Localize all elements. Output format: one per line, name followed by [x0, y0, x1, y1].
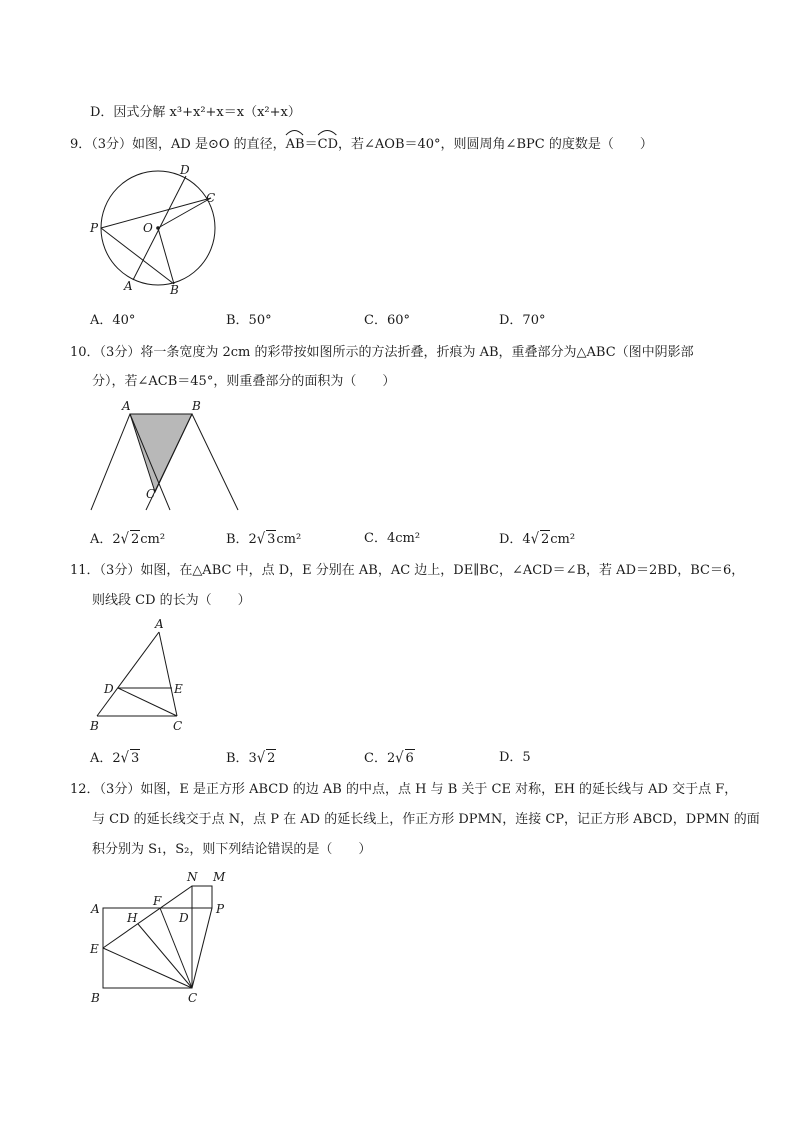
q11-label-d: D	[104, 682, 114, 696]
q11-figure	[88, 616, 198, 736]
q11-option-b: B．3√ 2	[226, 749, 276, 768]
q10-line1: 10．（3分）将一条宽度为 2cm 的彩带按如图所示的方法折叠，折痕为 AB，重叠部分为△ABC（图中阴影部	[70, 345, 694, 360]
q9-option-d: D．70°	[499, 313, 546, 328]
q11-line1: 11．（3分）如图，在△ABC 中，点 D，E 分别在 AB，AC 边上，DE∥BC，∠ACD＝∠B，若 AD＝2BD，BC＝6，	[70, 563, 745, 578]
q9-label-p: P	[90, 221, 99, 235]
q11-label-b: B	[90, 719, 99, 733]
q9-chord-pc	[101, 198, 211, 228]
q12-label-a: A	[91, 902, 100, 916]
q12-label-c: C	[188, 991, 198, 1005]
q11-option-c: C．2√ 6	[364, 749, 414, 768]
q9-label-b: B	[170, 283, 179, 297]
q12-label-p: P	[216, 902, 225, 916]
q10-shaded-triangle	[130, 414, 192, 492]
q12-line1: 12．（3分）如图，E 是正方形 ABCD 的边 AB 的中点，点 H 与 B 关于 CE 对称，EH 的延长线与 AD 交于点 F，	[70, 782, 738, 797]
q10-label-b: B	[192, 399, 201, 413]
q12-label-m: M	[213, 870, 226, 884]
q10-option-c: C．4cm²	[364, 531, 421, 546]
q12-label-h: H	[127, 911, 138, 925]
q12-figure	[86, 864, 246, 1010]
q10-label-a: A	[122, 399, 131, 413]
q12-label-f: F	[153, 894, 162, 908]
q12-label-b: B	[91, 991, 100, 1005]
q9-label-d: D	[180, 163, 190, 177]
q12-label-n: N	[187, 870, 198, 884]
q9-arc-ab: AB	[286, 136, 305, 154]
q12-line-cp	[192, 908, 212, 988]
q9-option-b: B．50°	[226, 313, 272, 328]
q11-label-e: E	[174, 682, 183, 696]
q11-line2: 则线段 CD 的长为（ ）	[92, 593, 251, 608]
q9-option-a: A．40°	[90, 313, 136, 328]
q9-text-before: 9．（3分）如图，AD 是⊙O 的直径，	[70, 137, 286, 152]
q9-radius-oc	[158, 198, 211, 228]
q9-eq: ＝	[304, 137, 318, 152]
q9-text-after: ，若∠AOB＝40°，则圆周角∠BPC 的度数是（ ）	[338, 137, 653, 152]
q11-option-d: D．5	[499, 750, 531, 765]
q9-label-a: A	[124, 279, 133, 293]
q10-option-d: D．4√ 2cm²	[499, 530, 576, 549]
q9-radius-ob	[158, 228, 174, 284]
q12-line3: 积分别为 S₁，S₂，则下列结论错误的是（ ）	[92, 842, 372, 857]
q10-strip-left	[91, 414, 130, 510]
q9-option-c: C．60°	[364, 313, 410, 328]
q11-label-c: C	[173, 719, 183, 733]
q8-option-d: D．因式分解 x³+x²+x＝x（x²+x）	[90, 105, 301, 120]
q9-arc-cd: CD	[318, 136, 338, 154]
q10-line2: 分），若∠ACB＝45°，则重叠部分的面积为（ ）	[92, 374, 396, 389]
q9-figure	[85, 160, 235, 300]
q11-option-a: A．2√ 3	[90, 749, 140, 768]
q9-label-c: C	[206, 191, 216, 205]
q11-segment-dc	[118, 688, 177, 716]
q12-label-e: E	[90, 942, 99, 956]
q10-label-c: C	[146, 487, 156, 501]
q12-square-dpmn	[192, 886, 212, 908]
q9-center-dot	[156, 226, 160, 230]
q12-line-hc	[138, 924, 192, 988]
q12-line2: 与 CD 的延长线交于点 N，点 P 在 AD 的延长线上，作正方形 DPMN，连接 CP，记正方形 ABCD，DPMN 的面	[92, 812, 760, 827]
q9-label-o: O	[143, 221, 153, 235]
q11-label-a: A	[155, 617, 164, 631]
q11-side-ac	[159, 632, 177, 716]
q10-strip-right	[192, 414, 238, 510]
q10-figure	[88, 396, 248, 516]
q9-question	[70, 136, 653, 154]
q12-label-d: D	[179, 911, 189, 925]
q10-option-b: B．2√ 3cm²	[226, 530, 302, 549]
q9-chord-pb	[101, 228, 174, 284]
q10-option-a: A．2√ 2cm²	[90, 530, 166, 549]
